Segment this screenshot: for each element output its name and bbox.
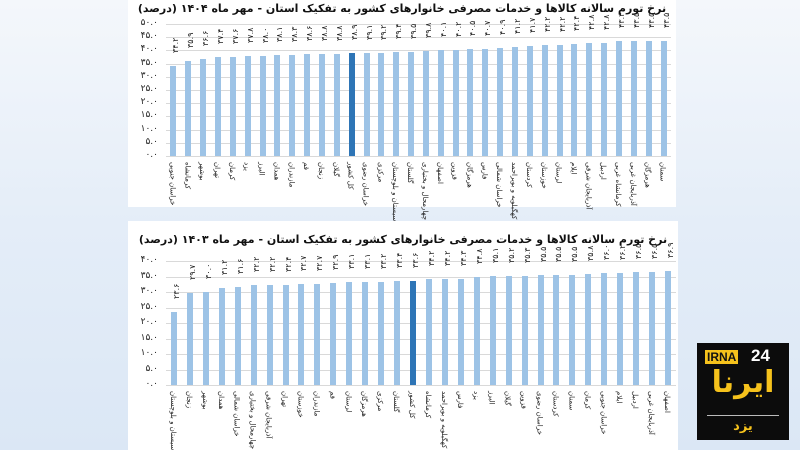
bar [442, 279, 448, 385]
gridline [166, 308, 676, 309]
y-tick-label: ۲۰.۰ [140, 317, 158, 327]
bar [646, 41, 652, 156]
x-category-label: قزوین [519, 391, 528, 409]
x-category-label: همدان [272, 162, 281, 181]
bar [665, 271, 671, 385]
value-label: ۳۲.۲ [251, 256, 261, 273]
x-category-label: اردبیل [631, 391, 640, 409]
bar [506, 276, 512, 385]
value-label: ۴۲.۸ [602, 14, 612, 31]
value-label: ۳۷.۸ [245, 27, 255, 44]
value-label: ۴۳.۴ [617, 13, 626, 29]
y-tick-label: ۵.۰ [145, 363, 158, 374]
value-label: ۳۶.۵ [650, 243, 660, 259]
x-category-label: چهارمحال و بختیاری [420, 162, 429, 221]
x-category-label: لرستان [554, 162, 563, 184]
bar [426, 279, 432, 385]
x-category-label: تهران [280, 391, 289, 408]
y-tick-label: ۴۵.۰ [140, 31, 158, 42]
bar [245, 56, 251, 156]
x-category-label: اصفهان [663, 391, 672, 413]
bar [538, 275, 544, 385]
x-category-label: فارس [455, 391, 464, 409]
plot-area [140, 12, 671, 222]
x-category-label: خوزستان [296, 391, 305, 418]
logo-divider [707, 415, 779, 416]
bar [585, 274, 591, 385]
bar [649, 272, 655, 385]
value-label: ۴۰.۵ [468, 20, 478, 37]
gridline [166, 339, 676, 340]
bar-highlight [349, 53, 355, 156]
value-label: ۳۵.۵ [570, 246, 580, 262]
value-label: ۳۹.۸ [423, 22, 433, 38]
x-category-label: مازندران [312, 391, 321, 417]
bar [633, 272, 639, 385]
bar [171, 312, 177, 385]
x-category-label: خراسان جنوبی [599, 391, 608, 435]
gridline [166, 370, 676, 371]
y-tick-label: ۲۵.۰ [140, 84, 158, 94]
value-label: ۳۵.۹ [186, 32, 196, 49]
value-label: ۳۵.۵ [538, 246, 548, 262]
x-category-label: کرمان [227, 162, 236, 181]
x-category-label: کهگیلویه و بویراحمد [510, 162, 519, 220]
x-category-label: چهارمحال و بختیاری [248, 391, 257, 450]
bar [364, 53, 370, 156]
x-category-label: لرستان [344, 391, 353, 413]
plot-area [140, 242, 676, 450]
value-label: ۴۲.۸ [587, 14, 597, 31]
value-label: ۳۶.۰ [602, 244, 612, 261]
x-category-label: البرز [257, 162, 266, 176]
bar [557, 45, 563, 156]
logo-irna-text: IRNA [707, 350, 737, 364]
value-label: ۳۰.۰ [203, 263, 213, 279]
value-label: ۳۹.۴ [394, 23, 404, 39]
value-label: ۳۲.۷ [299, 255, 309, 271]
value-label: ۳۱.۶ [235, 258, 245, 275]
value-label: ۴۳.۵ [631, 12, 641, 29]
x-category-label: یزد [242, 162, 251, 171]
value-label: ۴۰.۷ [483, 20, 493, 36]
bar [458, 279, 464, 385]
bar [203, 292, 209, 385]
bar [438, 50, 444, 156]
value-label: ۳۵.۳ [522, 247, 532, 263]
bar [522, 276, 528, 385]
bar [378, 53, 384, 156]
y-tick-label: ۱۰.۰ [140, 348, 158, 358]
bar [408, 52, 414, 156]
chart-title: نرخ تورم سالانه کالاها و خدمات مصرفی خانوارهای کشور به تفکیک استان - مهر ماه ۱۴۰۳ (درصد) [138, 233, 668, 246]
bar [170, 66, 176, 156]
value-label: ۳۵.۱ [490, 247, 500, 264]
bar [378, 282, 384, 385]
value-label: ۳۹.۱ [364, 24, 374, 40]
bar [497, 48, 503, 156]
y-tick-label: ۱۵.۰ [140, 110, 158, 121]
bar [215, 57, 221, 156]
x-category-label: آذربایجان شرقی [264, 391, 273, 439]
value-label: ۳۲.۴ [283, 256, 293, 272]
x-category-label: آذربایجان غربی [647, 391, 656, 435]
y-tick-label: ۴۰.۰ [140, 44, 158, 55]
value-label: ۳۹.۵ [409, 23, 419, 39]
y-tick-label: ۰.۰ [145, 150, 158, 160]
value-label: ۲۹.۷ [187, 264, 197, 280]
bar [200, 59, 206, 156]
bar [617, 273, 623, 385]
value-label: ۳۷.۶ [230, 28, 240, 44]
x-category-label: اردبیل [599, 162, 608, 180]
gridline [166, 64, 671, 65]
bar [260, 56, 266, 156]
x-category-label: کل کشور [346, 162, 355, 190]
x-category-label: کرمانشاه غربی [614, 162, 622, 207]
x-category-label: خراسان جنوبی [168, 162, 177, 206]
bar [334, 54, 340, 156]
gridline [166, 292, 676, 293]
x-category-label: قم [302, 162, 311, 171]
x-category-label: اصفهان [435, 162, 444, 184]
y-tick-label: ۵۰.۰ [140, 18, 158, 28]
x-category-label: گیلان [503, 391, 512, 406]
value-label: ۳۸.۸ [319, 25, 329, 41]
bar [267, 285, 273, 385]
x-category-label: هرمزگان [360, 391, 369, 417]
x-category-label: بوشهر [198, 162, 207, 181]
x-category-label: قزوین [450, 162, 459, 180]
x-category-label: کهگیلویه و بویراحمد [439, 391, 448, 449]
x-category-label: گلستان [392, 391, 401, 413]
y-tick-label: ۳۰.۰ [140, 70, 158, 81]
bar [346, 282, 352, 385]
bar [542, 45, 548, 156]
value-label: ۳۴.۸ [474, 248, 484, 265]
x-category-label: سیستان و بلوچستان [168, 391, 177, 450]
x-category-label: یزد [471, 391, 480, 400]
x-category-label: بوشهر [200, 391, 209, 410]
x-category-label: خراسان رضوی [361, 162, 370, 206]
bar [304, 54, 310, 156]
chart-panel-1403 [128, 221, 678, 450]
y-tick-label: ۳۰.۰ [140, 286, 158, 296]
bar [330, 283, 336, 385]
x-category-label: خراسان شمالی [232, 391, 241, 437]
x-category-label: ایلام [615, 391, 624, 404]
value-label: ۴۳.۵ [646, 12, 656, 29]
bar [490, 276, 496, 385]
x-category-label: کرمانشاه [183, 162, 192, 190]
value-label: ۳۵.۵ [554, 246, 564, 262]
gridline [166, 143, 671, 144]
bar [230, 57, 236, 156]
value-label: ۳۸.۰ [260, 27, 270, 43]
x-category-label: کردستان [551, 391, 560, 417]
y-tick-label: ۵.۰ [145, 136, 158, 147]
x-category-label: همدان [216, 391, 225, 410]
bar [314, 284, 320, 385]
logo-city: یزد [733, 419, 753, 434]
value-label: ۳۶.۶ [201, 30, 211, 47]
bar [187, 293, 193, 385]
bar [394, 281, 400, 385]
y-tick-label: ۲۵.۰ [140, 301, 158, 312]
bar [616, 41, 622, 156]
bar [631, 41, 637, 156]
bar [601, 273, 607, 385]
value-label: ۳۲.۹ [331, 254, 341, 270]
value-label: ۳۲.۷ [315, 255, 325, 271]
value-label: ۴۲.۲ [557, 16, 567, 32]
x-category-label: کردستان [524, 162, 533, 188]
value-label: ۳۸.۶ [305, 25, 315, 42]
value-label: ۳۴.۳ [458, 250, 468, 266]
gridline [166, 77, 671, 78]
bar-highlight [410, 281, 416, 385]
gridline [166, 323, 676, 324]
gridline [166, 50, 671, 51]
x-category-label: هرمزگان [643, 162, 652, 188]
value-label: ۳۴.۲ [426, 250, 436, 266]
gridline [166, 277, 676, 278]
x-category-label: خراسان رضوی [535, 391, 544, 435]
bar [393, 52, 399, 156]
value-label: ۴۰.۲ [453, 21, 463, 37]
value-label: ۳۳.۲ [379, 253, 389, 270]
x-category-label: هرمزگان [465, 162, 474, 188]
bar [661, 41, 667, 156]
x-category-label: ایلام [569, 162, 578, 175]
y-tick-label: ۱۰.۰ [140, 123, 158, 134]
bar [289, 55, 295, 156]
value-label: ۳۳.۱ [347, 253, 357, 270]
x-category-label: آذربایجان غربی [628, 162, 637, 206]
x-category-label: سمنان [658, 162, 667, 182]
x-category-label: مرکزی [376, 391, 385, 412]
x-category-label: مازندران [287, 162, 296, 188]
y-tick-label: ۳۵.۰ [140, 270, 158, 281]
bar [185, 61, 191, 156]
bar [423, 51, 429, 156]
y-tick-label: ۳۵.۰ [140, 57, 158, 68]
logo-24-text: 24 [751, 346, 770, 365]
x-category-label: زنجان [184, 391, 193, 409]
x-category-label: خراسان شمالی [495, 162, 504, 208]
gridline [166, 37, 671, 38]
y-tick-label: ۴۰.۰ [140, 255, 158, 265]
y-tick-label: ۱۵.۰ [140, 332, 158, 343]
logo-wordmark: ایرنا [711, 365, 775, 400]
value-label: ۴۲.۲ [542, 16, 552, 32]
value-label: ۲۳.۶ [171, 283, 181, 299]
value-label: ۳۶.۵ [634, 243, 644, 259]
chart-title: نرخ تورم سالانه کالاها و خدمات مصرفی خانوارهای کشور به تفکیک استان - مهر ماه ۱۴۰۴ (درصد) [137, 2, 667, 15]
value-label: ۴۳.۵ [661, 12, 671, 29]
value-label: ۳۸.۸ [334, 25, 344, 41]
gridline [166, 90, 671, 91]
x-category-label: خوزستان [539, 162, 548, 189]
gridline [166, 130, 671, 131]
bar [319, 54, 325, 156]
gridline [166, 103, 671, 104]
bar [274, 55, 280, 156]
value-label: ۳۵.۲ [506, 247, 516, 263]
irna24-yazd-logo [697, 343, 789, 440]
gridline [166, 156, 671, 157]
bar [474, 277, 480, 385]
x-category-label: تهران [212, 162, 221, 179]
value-label: ۴۰.۱ [438, 21, 448, 38]
x-category-label: آذربایجان شرقی [584, 162, 593, 210]
x-category-label: فارس [480, 162, 489, 180]
value-label: ۴۱.۷ [527, 17, 537, 33]
value-label: ۳۸.۹ [349, 24, 359, 41]
value-label: ۳۶.۹ [666, 242, 676, 258]
bar [453, 50, 459, 156]
x-category-label: مرکزی [376, 162, 385, 183]
x-category-label: گلستان [406, 162, 415, 184]
value-label: ۳۳.۴ [395, 253, 405, 269]
x-category-label: گیلان [331, 162, 340, 177]
value-label: ۳۹.۲ [379, 24, 389, 40]
value-label: ۳۶.۲ [618, 244, 628, 260]
value-label: ۳۳.۶ [411, 252, 421, 268]
value-label: ۳۸.۳ [290, 26, 300, 42]
value-label: ۴۱.۲ [513, 18, 523, 35]
gridline [166, 116, 671, 117]
bar [283, 285, 289, 385]
value-label: ۳۴.۲ [171, 37, 181, 53]
bar [512, 47, 518, 156]
gridline [166, 354, 676, 355]
gridline [166, 385, 676, 386]
bar [553, 275, 559, 385]
x-category-label: کل کشور [408, 391, 417, 419]
bar [235, 287, 241, 385]
x-category-label: سمنان [567, 391, 576, 411]
value-label: ۳۷.۴ [215, 28, 225, 45]
bar [298, 284, 304, 385]
value-label: ۳۵.۸ [586, 245, 596, 262]
y-tick-label: ۲۰.۰ [140, 97, 158, 108]
bar [569, 275, 575, 385]
value-label: ۳۲.۲ [267, 256, 277, 273]
value-label: ۴۰.۹ [498, 19, 508, 36]
value-label: ۴۲.۴ [572, 15, 582, 32]
bar [482, 49, 488, 156]
bar [586, 43, 592, 156]
x-category-label: قم [328, 391, 337, 400]
x-category-label: کرمانشاه [423, 391, 432, 419]
bar [467, 49, 473, 156]
chart-panel-1404 [128, 0, 676, 222]
value-label: ۳۱.۲ [219, 259, 229, 276]
bar [601, 43, 607, 156]
value-label: ۳۸.۱ [275, 26, 285, 43]
value-label: ۳۳.۱ [363, 253, 373, 270]
value-label: ۳۴.۲ [442, 250, 452, 266]
y-tick-label: ۰.۰ [145, 379, 158, 389]
bar [527, 46, 533, 156]
bar [219, 288, 225, 385]
bar [251, 285, 257, 385]
bar [571, 44, 577, 156]
x-category-label: کرمان [583, 391, 592, 410]
x-category-label: زنجان [316, 162, 325, 180]
x-category-label: سیستان و بلوچستان [391, 162, 400, 222]
x-category-label: البرز [487, 391, 496, 405]
bar [362, 282, 368, 385]
